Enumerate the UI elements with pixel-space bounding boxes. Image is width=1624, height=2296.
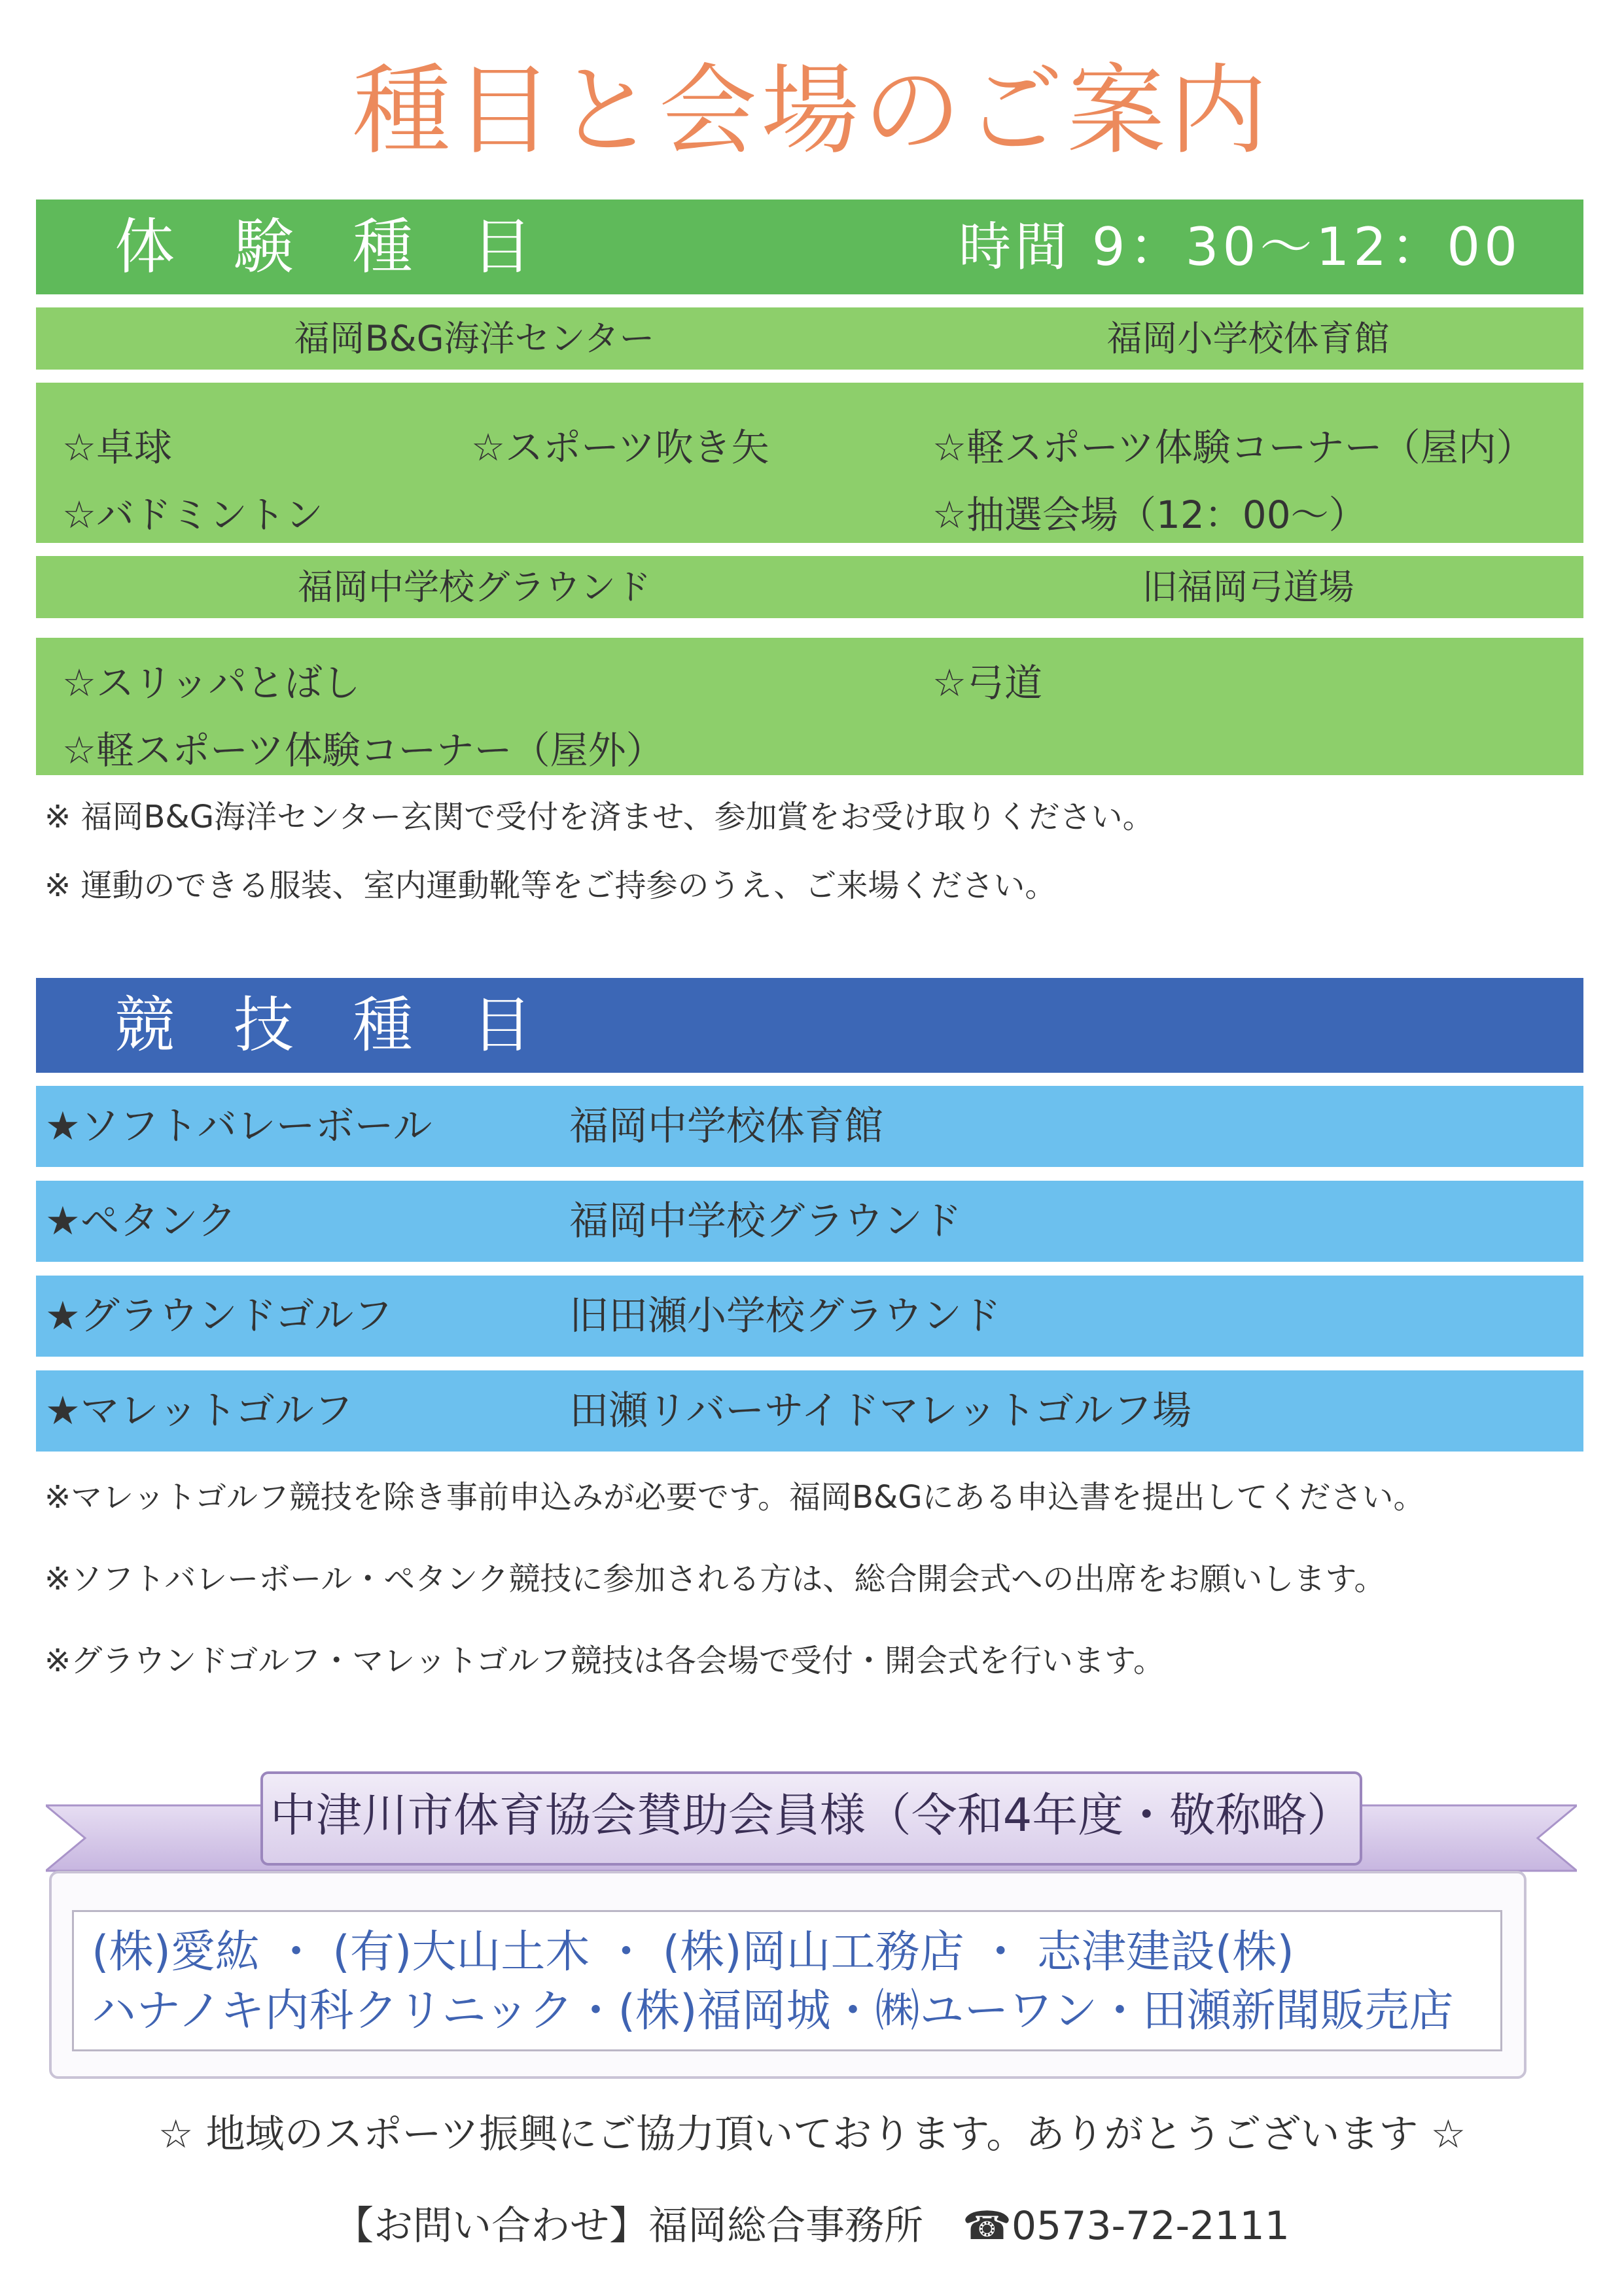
sponsor-list-line-1: (株)愛紘 ・ (有)大山土木 ・ (株)岡山工務店 ・ 志津建設(株) (92, 1926, 1294, 1978)
table-row (36, 1181, 1583, 1262)
event-name: ★ソフトバレーボール (45, 1104, 432, 1149)
items-block-1 (36, 383, 1583, 543)
event-venue: 福岡中学校体育館 (569, 1104, 883, 1149)
sponsor-list-line-2: ハナノキ内科クリニック・(株)福岡城・㈱ユーワン・田瀬新聞販売店 (92, 1985, 1454, 2037)
event-name: ★グラウンドゴルフ (45, 1293, 393, 1339)
competition-note-3: ※グラウンドゴルフ・マレットゴルフ競技は各会場で受付・開会式を行います。 (44, 1643, 1165, 1679)
sponsor-title-text: 中津川市体育協会賛助会員様（令和4年度・敬称略） (270, 1788, 1353, 1842)
venue-bg-center: 福岡B&G海洋センター (294, 318, 655, 359)
items-block-2 (36, 638, 1583, 775)
table-row (36, 1370, 1583, 1452)
event-name: ★マレットゴルフ (45, 1388, 353, 1434)
experience-time: 時間 9：30～12：00 (959, 217, 1521, 277)
event-venue: 田瀬リバーサイドマレットゴルフ場 (569, 1388, 1192, 1434)
list-item: ☆スポーツ吹き矢 (471, 425, 769, 470)
venue-elementary-gym: 福岡小学校体育館 (1106, 318, 1390, 359)
competition-note-2: ※ソフトバレーボール・ペタンク競技に参加される方は、総合開会式への出席をお願いします。 (44, 1561, 1386, 1597)
list-item: ☆卓球 (62, 425, 172, 470)
event-venue: 福岡中学校グラウンド (569, 1198, 962, 1244)
list-item: ☆スリッパとばし (62, 661, 361, 705)
competition-heading: 競技種目 (115, 990, 591, 1060)
table-row (36, 1276, 1583, 1357)
venue-row-2 (36, 556, 1583, 618)
experience-header (36, 200, 1583, 294)
experience-heading: 体験種目 (115, 212, 591, 282)
competition-note-1: ※マレットゴルフ競技を除き事前申込みが必要です。福岡B&Gにある申込書を提出してください。 (44, 1479, 1425, 1516)
event-venue: 旧田瀬小学校グラウンド (569, 1293, 1001, 1339)
contact-info: 【お問い合わせ】福岡総合事務所 ☎0573-72-2111 (334, 2203, 1290, 2249)
list-item: ☆軽スポーツ体験コーナー（屋内） (932, 425, 1534, 470)
thanks-message: ☆ 地域のスポーツ振興にご協力頂いております。ありがとうございます ☆ (158, 2112, 1466, 2157)
venue-junior-high-ground: 福岡中学校グラウンド (298, 566, 651, 608)
sponsor-title (262, 1773, 1361, 1858)
list-item: ☆弓道 (932, 661, 1042, 705)
venue-row-1 (36, 307, 1583, 370)
list-item: ☆抽選会場（12：00～） (932, 493, 1367, 537)
competition-header (36, 978, 1583, 1073)
table-row (36, 1086, 1583, 1167)
list-item: ☆軽スポーツ体験コーナー（屋外） (62, 728, 664, 773)
experience-note-1: ※ 福岡B&G海洋センター玄関で受付を済ませ、参加賞をお受け取りください。 (44, 799, 1154, 835)
experience-note-2: ※ 運動のできる服装、室内運動靴等をご持参のうえ、ご来場ください。 (44, 867, 1057, 904)
venue-archery-hall: 旧福岡弓道場 (1142, 566, 1354, 608)
list-item: ☆バドミントン (62, 493, 323, 537)
event-name: ★ペタンク (45, 1198, 237, 1244)
page-title: 種目と会場のご案内 (352, 54, 1271, 168)
